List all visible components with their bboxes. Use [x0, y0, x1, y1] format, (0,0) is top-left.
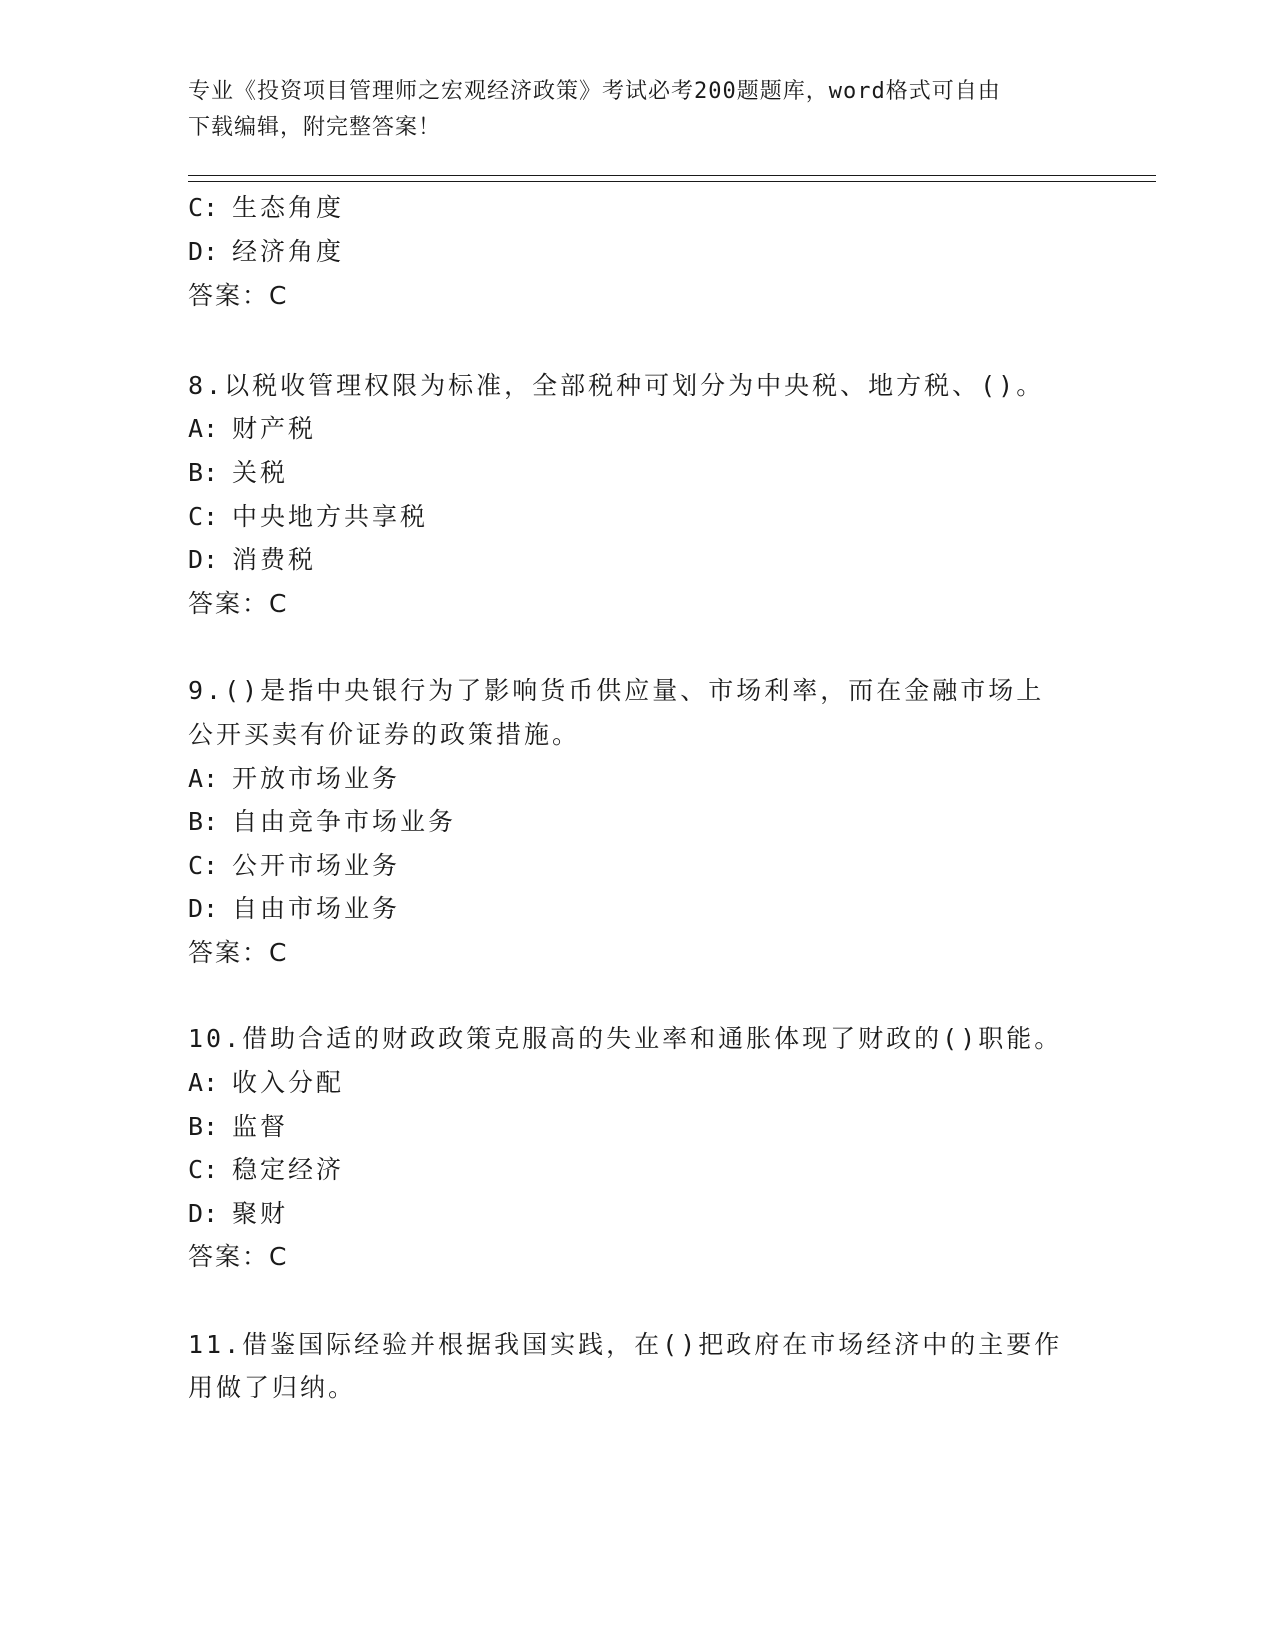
option-d: [188, 543, 316, 577]
option-label: D:: [188, 237, 219, 266]
option-text: 财产税: [232, 414, 317, 443]
option-label: D:: [188, 894, 219, 923]
option-d: [188, 1197, 288, 1231]
option-b: [188, 456, 288, 490]
option-text: 生态角度: [232, 193, 345, 222]
answer: 答案：C: [188, 938, 289, 967]
option-a: [188, 1066, 344, 1100]
option-b: [188, 805, 456, 839]
option-c: [188, 1153, 344, 1187]
header-line-1: 专业《投资项目管理师之宏观经济政策》考试必考200题题库，word格式可自由: [188, 79, 1001, 104]
option-text: 关税: [232, 458, 289, 487]
header-rule-top: [188, 175, 1156, 176]
option-label: C:: [188, 502, 219, 531]
option-label: B:: [188, 807, 219, 836]
option-label: D:: [188, 545, 219, 574]
option-text: 消费税: [232, 545, 317, 574]
option-label: B:: [188, 458, 219, 487]
option-label: C:: [188, 851, 219, 880]
question-stem: 11.借鉴国际经验并根据我国实践，在()把政府在市场经济中的主要作: [188, 1330, 1063, 1359]
header-line-2: 下载编辑，附完整答案！: [188, 115, 442, 140]
option-text: 聚财: [232, 1199, 289, 1228]
option-label: A:: [188, 414, 219, 443]
question-stem-continued: 公开买卖有价证券的政策措施。: [188, 720, 581, 749]
option-text: 经济角度: [232, 237, 345, 266]
option-c: [188, 191, 344, 225]
option-text: 中央地方共享税: [232, 502, 429, 531]
answer: 答案：C: [188, 1242, 289, 1271]
answer: 答案：C: [188, 281, 289, 310]
option-text: 自由竞争市场业务: [232, 807, 457, 836]
option-label: C:: [188, 1155, 219, 1184]
option-text: 稳定经济: [232, 1155, 345, 1184]
document-header: [188, 74, 1068, 146]
option-text: 公开市场业务: [232, 851, 401, 880]
question-stem: 9.()是指中央银行为了影响货币供应量、市场利率，而在金融市场上: [188, 676, 1045, 705]
option-text: 收入分配: [232, 1068, 345, 1097]
question-stem: 8.以税收管理权限为标准，全部税种可划分为中央税、地方税、()。: [188, 371, 1045, 400]
option-text: 自由市场业务: [232, 894, 401, 923]
question-stem-continued: 用做了归纳。: [188, 1373, 357, 1402]
option-text: 监督: [232, 1112, 289, 1141]
option-a: [188, 412, 316, 446]
option-c: [188, 500, 428, 534]
option-label: A:: [188, 1068, 219, 1097]
option-c: [188, 849, 400, 883]
option-label: A:: [188, 764, 219, 793]
option-label: D:: [188, 1199, 219, 1228]
option-d: [188, 235, 344, 269]
option-d: [188, 892, 400, 926]
header-rule-bottom: [188, 181, 1156, 182]
question-stem: 10.借助合适的财政政策克服高的失业率和通胀体现了财政的()职能。: [188, 1024, 1063, 1053]
option-label: B:: [188, 1112, 219, 1141]
answer: 答案：C: [188, 589, 289, 618]
option-b: [188, 1110, 288, 1144]
option-text: 开放市场业务: [232, 764, 401, 793]
option-label: C:: [188, 193, 219, 222]
option-a: [188, 762, 400, 796]
